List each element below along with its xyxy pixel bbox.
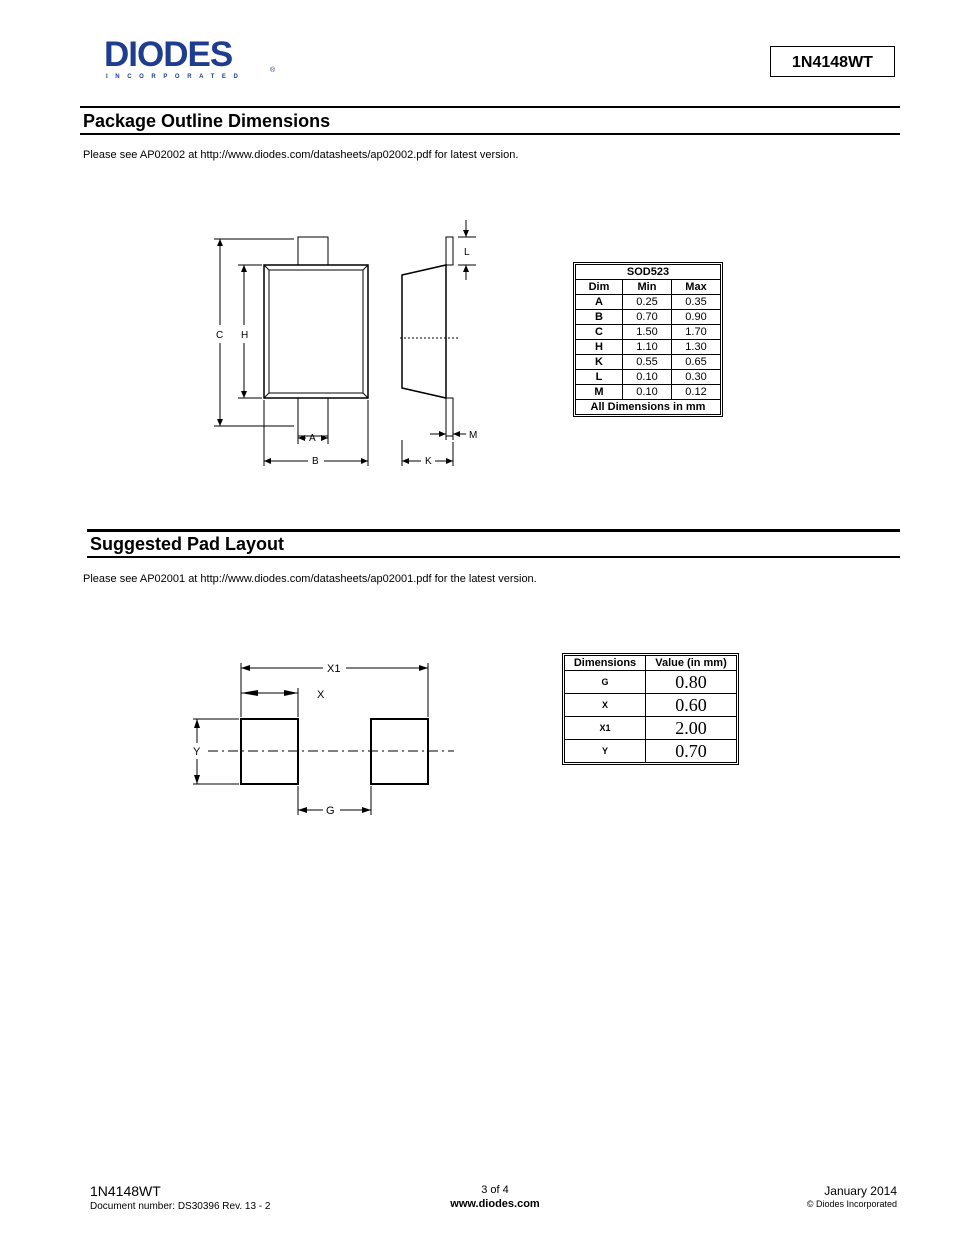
table-row xyxy=(565,717,737,740)
section-rule-top xyxy=(87,529,900,532)
header-part-number: 1N4148WT xyxy=(770,46,895,77)
table-cell-dim: B xyxy=(576,310,623,325)
table-header-value: Value (in mm) xyxy=(646,656,737,671)
table-cell-dim: K xyxy=(576,355,623,370)
table-row xyxy=(576,355,721,370)
dim-label-b: B xyxy=(312,456,319,467)
table-cell-min: 0.10 xyxy=(623,385,672,400)
table-row xyxy=(565,671,737,694)
pad-dimension-table xyxy=(562,653,739,765)
table-cell-min: 0.70 xyxy=(623,310,672,325)
section-title-package-outline: Package Outline Dimensions xyxy=(83,111,331,131)
package-outline-drawing xyxy=(200,210,500,480)
table-cell-dim: L xyxy=(576,370,623,385)
table-cell-value: 0.80 xyxy=(646,671,737,694)
table-cell-max: 0.35 xyxy=(672,295,721,310)
table-cell-value: 2.00 xyxy=(646,717,737,740)
table-cell-max: 0.12 xyxy=(672,385,721,400)
dim-label-m: M xyxy=(469,430,478,441)
logo-registered-mark: ® xyxy=(270,67,276,74)
footer-page-number: 3 of 4 xyxy=(481,1184,509,1196)
table-header-max: Max xyxy=(672,280,721,295)
table-cell-min: 1.10 xyxy=(623,340,672,355)
table-title: SOD523 xyxy=(576,265,721,280)
logo-wordmark: DIODES xyxy=(104,35,233,74)
dim-label-l: L xyxy=(464,247,470,258)
table-cell-dim: A xyxy=(576,295,623,310)
table-cell-dim: Y xyxy=(565,740,646,763)
table-row xyxy=(576,325,721,340)
table-header-row xyxy=(576,280,721,295)
table-cell-dim: G xyxy=(565,671,646,694)
section-rule-top xyxy=(80,106,900,108)
footer-part-number: 1N4148WT xyxy=(90,1183,161,1199)
pad-layout-drawing xyxy=(180,655,470,825)
pad-layout-note: Please see AP02001 at http://www.diodes.com/datasheets/ap02001.pdf for the latest version. xyxy=(83,573,537,585)
lead-side-bottom xyxy=(446,398,453,436)
table-header-min: Min xyxy=(623,280,672,295)
table-cell-value: 0.70 xyxy=(646,740,737,763)
section-rule-bottom xyxy=(87,556,900,558)
table-header-dimensions: Dimensions xyxy=(565,656,646,671)
footer-copyright: © Diodes Incorporated xyxy=(806,1199,897,1209)
table-cell-dim: X1 xyxy=(565,717,646,740)
table-row xyxy=(576,310,721,325)
pad-right xyxy=(371,719,428,784)
pad-dim-label-g: G xyxy=(326,805,335,817)
pad-dim-label-y: Y xyxy=(193,746,201,758)
table-cell-min: 0.10 xyxy=(623,370,672,385)
table-row xyxy=(565,694,737,717)
table-cell-min: 0.25 xyxy=(623,295,672,310)
section-rule-bottom xyxy=(80,133,900,135)
lead-side-top xyxy=(446,237,453,265)
logo-subtext: INCORPORATED xyxy=(106,74,246,80)
table-cell-max: 0.65 xyxy=(672,355,721,370)
lead-bottom xyxy=(298,398,328,436)
package-outline-note: Please see AP02002 at http://www.diodes.com/datasheets/ap02002.pdf for latest version. xyxy=(83,149,519,161)
table-cell-max: 0.90 xyxy=(672,310,721,325)
section-title-pad-layout: Suggested Pad Layout xyxy=(90,534,285,554)
table-cell-dim: C xyxy=(576,325,623,340)
table-header-dim: Dim xyxy=(576,280,623,295)
table-cell-max: 1.70 xyxy=(672,325,721,340)
dim-label-h: H xyxy=(241,330,249,341)
footer-date: January 2014 xyxy=(824,1184,897,1198)
table-cell-dim: X xyxy=(565,694,646,717)
package-side-view xyxy=(402,265,446,398)
table-cell-value: 0.60 xyxy=(646,694,737,717)
footer-website-link[interactable]: www.diodes.com xyxy=(450,1198,540,1210)
table-cell-dim: M xyxy=(576,385,623,400)
pad-dim-label-x1: X1 xyxy=(327,663,341,675)
sod523-dimension-table xyxy=(573,262,723,417)
dim-label-a: A xyxy=(309,433,316,444)
table-footer: All Dimensions in mm xyxy=(576,400,721,415)
table-row xyxy=(576,340,721,355)
table-row xyxy=(576,385,721,400)
table-row xyxy=(576,370,721,385)
package-body xyxy=(264,265,368,398)
table-header-row xyxy=(565,656,737,671)
pad-dim-label-x: X xyxy=(317,689,325,701)
dim-label-k: K xyxy=(425,456,432,467)
table-cell-dim: H xyxy=(576,340,623,355)
table-cell-min: 1.50 xyxy=(623,325,672,340)
table-cell-min: 0.55 xyxy=(623,355,672,370)
table-cell-max: 0.30 xyxy=(672,370,721,385)
table-row xyxy=(576,295,721,310)
dim-label-c: C xyxy=(216,330,224,341)
table-row xyxy=(565,740,737,763)
footer-document-number: Document number: DS30396 Rev. 13 - 2 xyxy=(90,1201,271,1212)
table-cell-max: 1.30 xyxy=(672,340,721,355)
diodes-logo xyxy=(104,36,280,86)
